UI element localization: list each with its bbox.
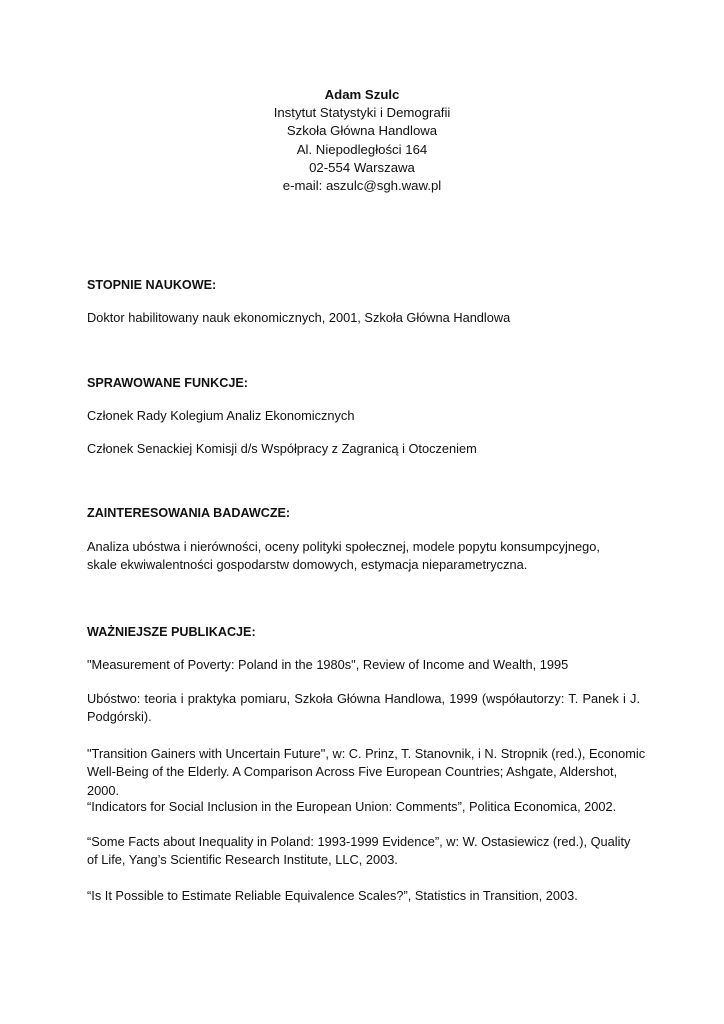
publication-item: Ubóstwo: teoria i praktyka pomiaru, Szkoła Główna Handlowa, 1999 (współautorzy: T. Panek i J. Podgórski).: [87, 691, 640, 725]
function-item: Członek Senackiej Komisji d/s Współpracy z Zagranicą i Otoczeniem: [87, 441, 477, 456]
publication-item: "Transition Gainers with Uncertain Future", w: C. Prinz, T. Stanovnik, i N. Stropnik (red.), Economic Well-Being of the Elderly. A Comparison Across Five European Countries; Ashgate, Aldershot, 2000.: [87, 746, 646, 798]
function-item: Członek Rady Kolegium Analiz Ekonomicznych: [87, 408, 355, 423]
author-institute: Instytut Statystyki i Demografii: [273, 105, 451, 121]
author-email: e-mail: aszulc@sgh.waw.pl: [282, 178, 442, 194]
author-name: Adam Szulc: [324, 87, 400, 102]
section-title-publications: WAŻNIEJSZE PUBLIKACJE:: [87, 625, 256, 639]
degree-item: Doktor habilitowany nauk ekonomicznych, 2001, Szkoła Główna Handlowa: [87, 310, 511, 325]
publication-item: "Measurement of Poverty: Poland in the 1980s", Review of Income and Wealth, 1995: [87, 657, 569, 672]
author-city: 02-554 Warszawa: [309, 159, 415, 175]
publication-item: “Indicators for Social Inclusion in the European Union: Comments”, Politica Economica, 2002.: [87, 799, 617, 814]
interests-text: Analiza ubóstwa i nierówności, oceny polityki społecznej, modele popytu konsumpcyjnego, skale ekwiwalentności gospodarstw domowych, estymacja nieparametryczna.: [87, 539, 600, 573]
author-header: [0, 86, 724, 195]
publication-item: “Some Facts about Inequality in Poland: 1993-1999 Evidence”, w: W. Ostasiewicz (red.), Quality of Life, Yang’s Scientific Research Institute, LLC, 2003.: [87, 834, 631, 868]
publication-item: “Is It Possible to Estimate Reliable Equivalence Scales?”, Statistics in Transition, 2003.: [87, 888, 578, 903]
author-school: Szkoła Główna Handlowa: [286, 123, 438, 139]
section-title-interests: ZAINTERESOWANIA BADAWCZE:: [87, 506, 291, 520]
author-street: Al. Niepodległości 164: [296, 141, 428, 157]
section-title-degrees: STOPNIE NAUKOWE:: [87, 278, 217, 292]
section-title-functions: SPRAWOWANE FUNKCJE:: [87, 376, 248, 390]
